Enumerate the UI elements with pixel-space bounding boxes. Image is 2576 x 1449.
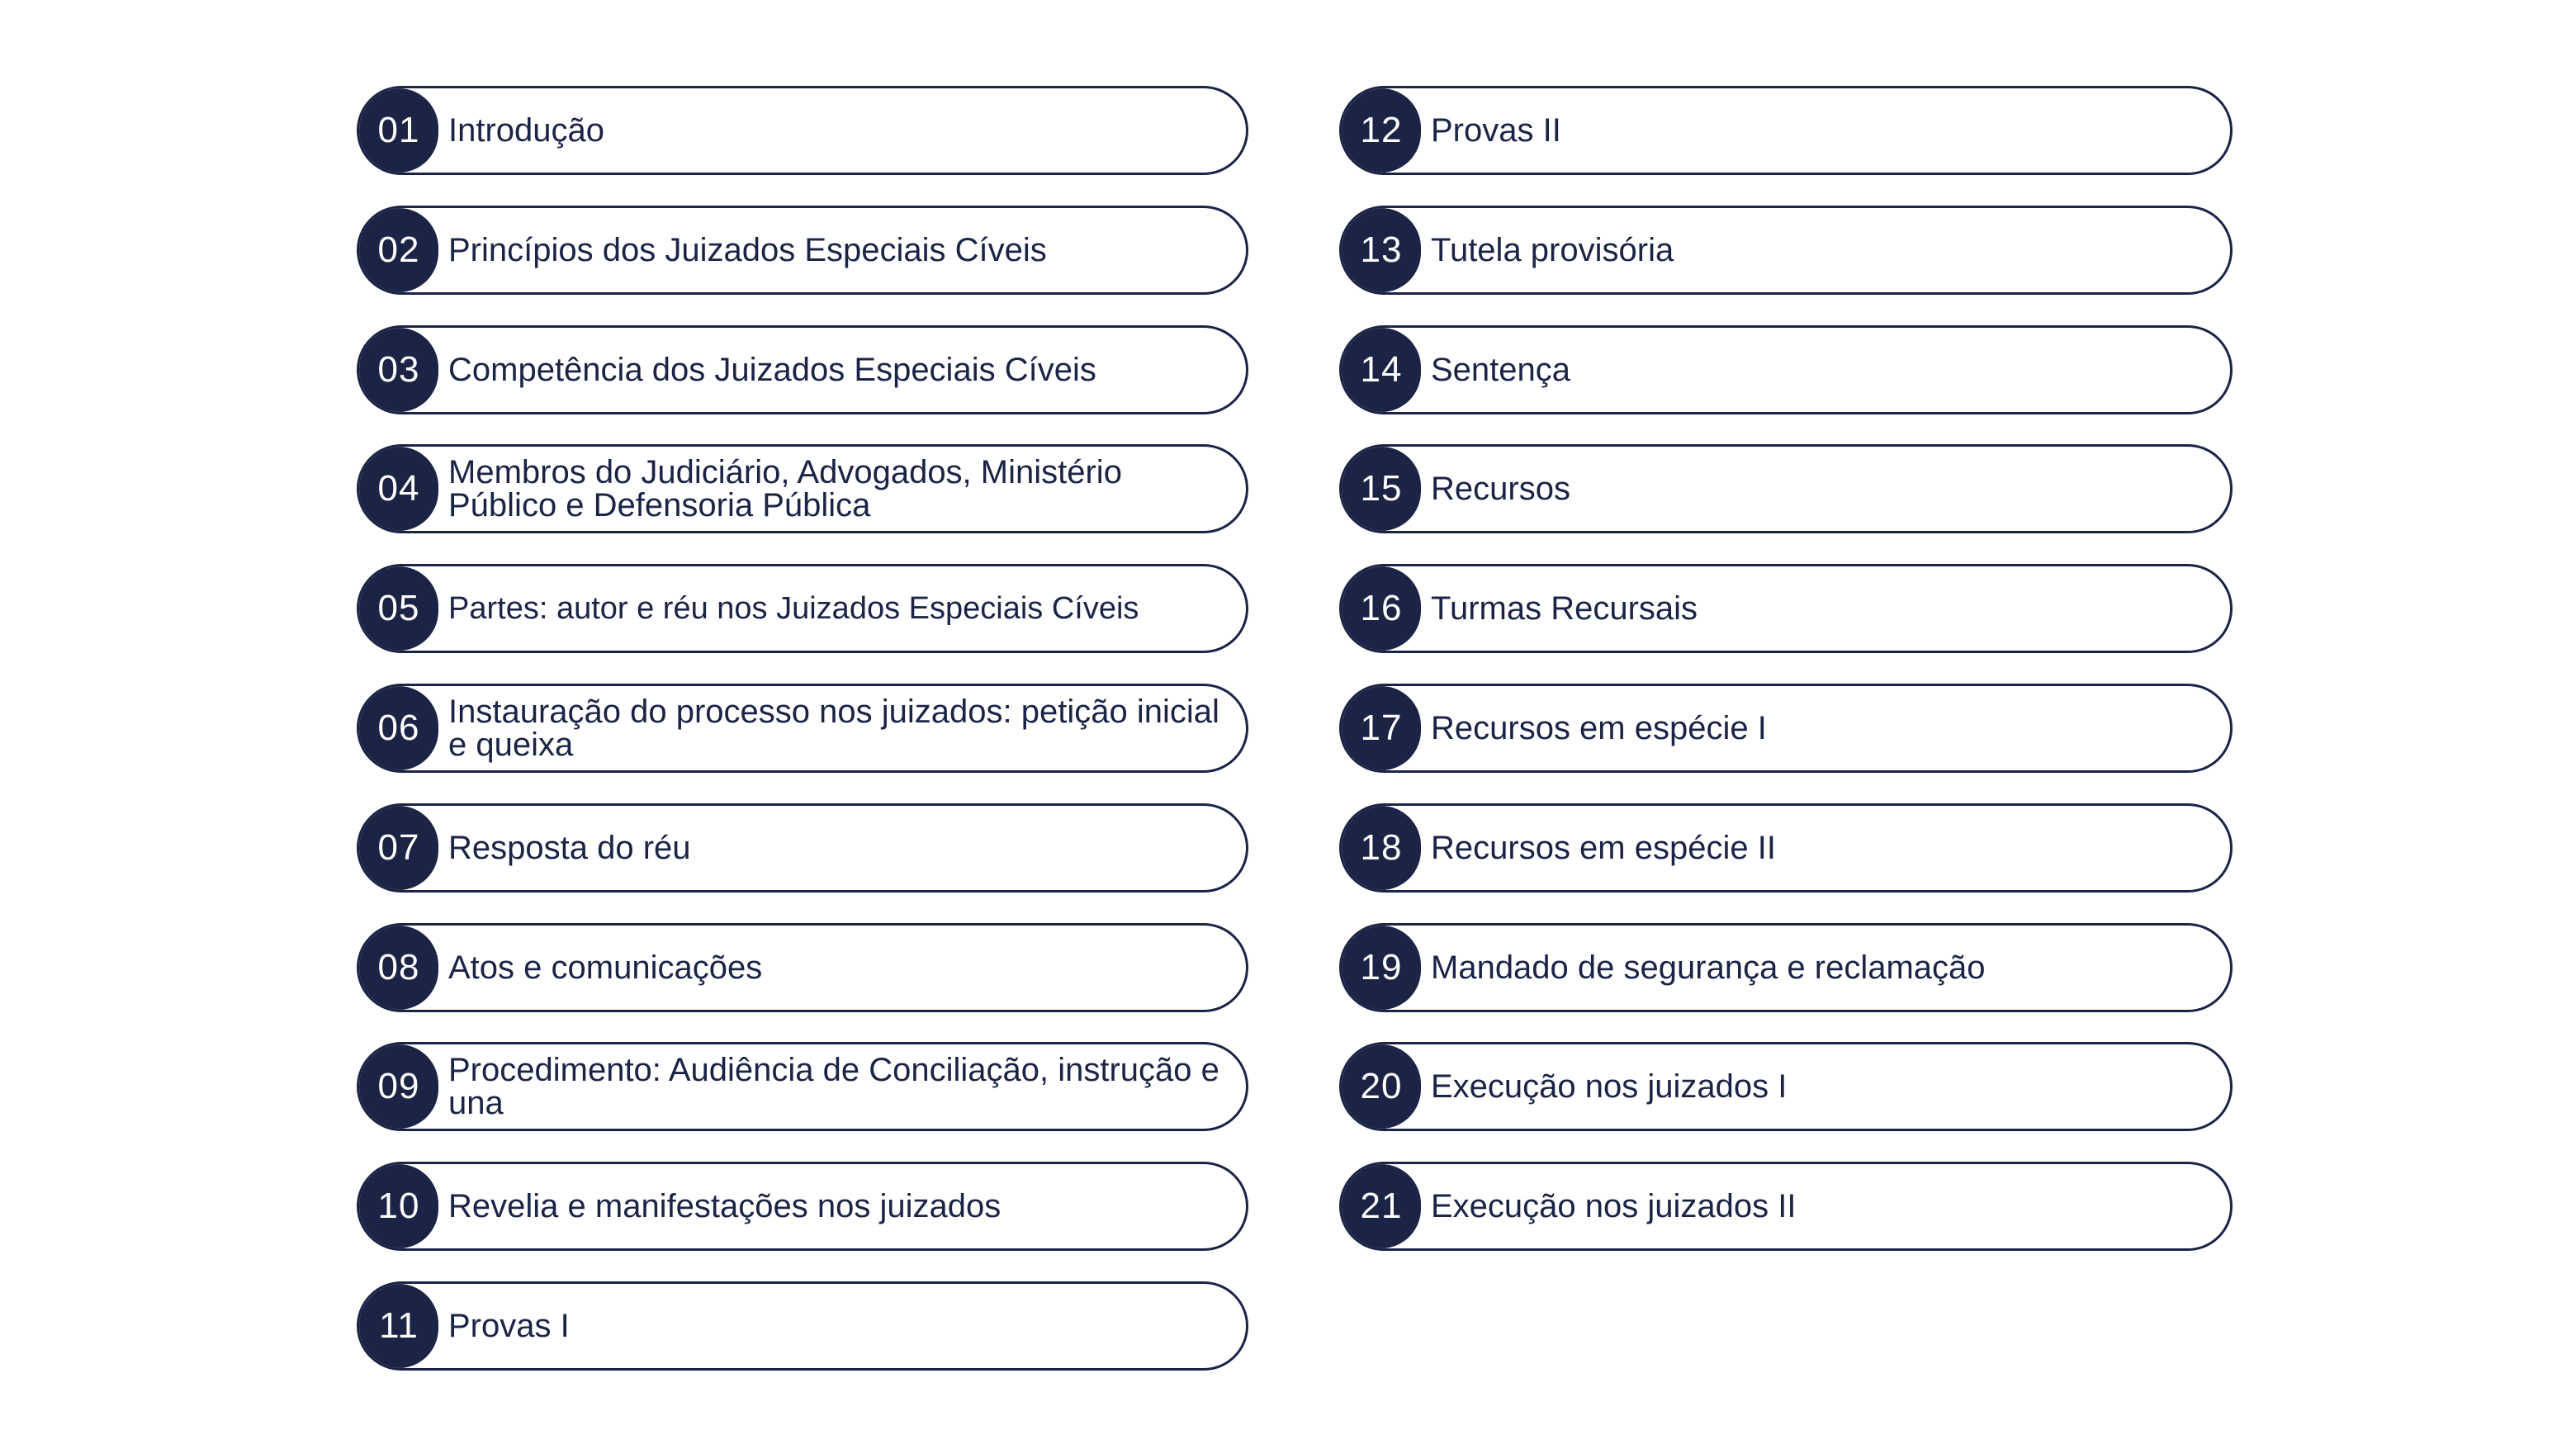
toc-item[interactable] (1339, 803, 2233, 893)
item-label: Turmas Recursais (1431, 590, 1698, 627)
item-label: Introdução (448, 112, 605, 149)
item-label: Provas I (448, 1308, 570, 1344)
item-label: Provas II (1431, 112, 1561, 149)
item-number-badge: 04 (359, 447, 438, 531)
item-number-badge: 13 (1342, 208, 1421, 292)
toc-item[interactable] (357, 1162, 1248, 1251)
item-label: Partes: autor e réu nos Juizados Especiais Cíveis (448, 591, 1139, 626)
item-number-badge: 19 (1342, 926, 1421, 1010)
toc-item[interactable] (1339, 325, 2233, 414)
item-label: Mandado de segurança e reclamação (1431, 949, 1986, 986)
toc-item[interactable] (357, 803, 1248, 893)
item-label: Instauração do processo nos juizados: petição inicial e queixa (448, 694, 1219, 763)
toc-item[interactable] (357, 684, 1248, 773)
item-label: Recursos em espécie I (1431, 710, 1767, 746)
item-number-badge: 07 (359, 806, 438, 890)
item-label: Atos e comunicações (448, 949, 763, 986)
item-label: Revelia e manifestações nos juizados (448, 1188, 1002, 1224)
toc-item[interactable] (357, 206, 1248, 295)
toc-item[interactable] (1339, 1042, 2233, 1131)
item-number-badge: 08 (359, 926, 438, 1010)
item-label: Execução nos juizados II (1431, 1188, 1797, 1224)
item-number-badge: 15 (1342, 447, 1421, 531)
item-label: Competência dos Juizados Especiais Cíveis (448, 352, 1096, 388)
item-label: Resposta do réu (448, 830, 691, 866)
item-number-badge: 16 (1342, 566, 1421, 651)
toc-item[interactable] (357, 325, 1248, 414)
item-label: Recursos (1431, 471, 1570, 507)
toc-item[interactable] (357, 444, 1248, 533)
toc-item[interactable] (357, 923, 1248, 1012)
item-number-badge: 18 (1342, 806, 1421, 890)
item-label: Princípios dos Juizados Especiais Cíveis (448, 232, 1047, 268)
item-label: Execução nos juizados I (1431, 1068, 1788, 1105)
item-number-badge: 09 (359, 1044, 438, 1129)
item-label: Membros do Judiciário, Advogados, Ministério Público e Defensoria Pública (448, 454, 1122, 523)
toc-item[interactable] (357, 1281, 1248, 1371)
item-number-badge: 10 (359, 1164, 438, 1248)
toc-item[interactable] (1339, 564, 2233, 653)
item-number-badge: 17 (1342, 686, 1421, 770)
item-number-badge: 02 (359, 208, 438, 292)
toc-item[interactable] (357, 564, 1248, 653)
toc-item[interactable] (357, 1042, 1248, 1131)
item-number-badge: 21 (1342, 1164, 1421, 1248)
item-label: Recursos em espécie II (1431, 830, 1776, 866)
item-label: Sentença (1431, 352, 1571, 388)
item-label: Procedimento: Audiência de Conciliação, instrução e una (448, 1052, 1219, 1121)
toc-item[interactable] (1339, 1162, 2233, 1251)
toc-item[interactable] (1339, 86, 2233, 175)
item-number-badge: 06 (359, 686, 438, 770)
item-number-badge: 12 (1342, 88, 1421, 173)
item-number-badge: 11 (359, 1284, 438, 1368)
table-of-contents (357, 86, 2233, 1374)
item-number-badge: 20 (1342, 1044, 1421, 1129)
toc-item[interactable] (1339, 206, 2233, 295)
toc-item[interactable] (1339, 684, 2233, 773)
item-number-badge: 14 (1342, 328, 1421, 412)
toc-item[interactable] (1339, 444, 2233, 533)
toc-item[interactable] (357, 86, 1248, 175)
item-number-badge: 01 (359, 88, 438, 173)
item-number-badge: 03 (359, 328, 438, 412)
toc-item[interactable] (1339, 923, 2233, 1012)
item-number-badge: 05 (359, 566, 438, 651)
item-label: Tutela provisória (1431, 232, 1674, 268)
